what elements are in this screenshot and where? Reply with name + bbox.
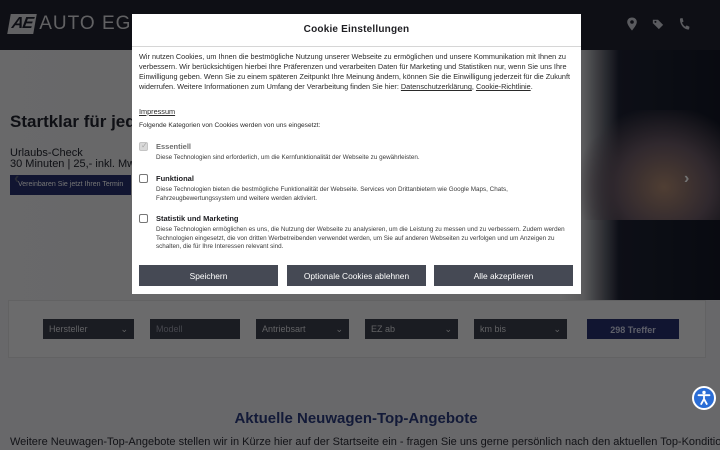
statistics-marketing-checkbox[interactable] bbox=[139, 214, 148, 223]
essential-checkbox bbox=[139, 142, 148, 151]
link-end: . bbox=[530, 82, 533, 92]
category-description: Diese Technologien bieten die bestmögliche Funktionalität der Webseite. Services von Drittanbietern wie Google Maps, Chats, Fahrzeugbewertungssystem und weitere werden aktiviert. bbox=[156, 186, 508, 202]
accessibility-icon bbox=[694, 388, 714, 408]
impressum-link[interactable]: Impressum bbox=[139, 107, 176, 116]
dialog-title: Cookie Einstellungen bbox=[303, 24, 410, 35]
cookie-settings-dialog bbox=[132, 14, 581, 294]
cookie-policy-link[interactable]: Cookie-Richtlinie bbox=[475, 82, 531, 92]
category-name[interactable]: Statistik und Marketing bbox=[156, 214, 239, 223]
link-separator: , bbox=[471, 82, 474, 92]
accept-all-button[interactable]: Alle akzeptieren bbox=[434, 265, 573, 286]
divider bbox=[132, 46, 581, 47]
dialog-intro bbox=[139, 52, 577, 92]
categories-heading: Folgende Kategorien von Cookies werden von uns eingesetzt: bbox=[139, 122, 321, 129]
category-name[interactable]: Funktional bbox=[156, 174, 194, 183]
functional-checkbox[interactable] bbox=[139, 174, 148, 183]
category-name: Essentiell bbox=[156, 142, 192, 151]
reject-optional-button[interactable]: Optionale Cookies ablehnen bbox=[287, 265, 426, 286]
category-description: Diese Technologien sind erforderlich, um die Kernfunktionalität der Webseite zu gewährleisten. bbox=[156, 154, 420, 161]
accessibility-button[interactable] bbox=[692, 386, 716, 410]
save-button[interactable]: Speichern bbox=[139, 265, 278, 286]
category-description: Diese Technologien ermöglichen es uns, die Nutzung der Webseite zu analysieren, um die Leistung zu messen und zu verbessern. Zudem werden Technologien eingesetzt, die von dritten Werbetreibenden verwendet werden, um Sie auf anderen Webseiten zu verfolgen und um Anzeigen zu schalten, die für Ihre Interessen relevant sind. bbox=[156, 226, 565, 251]
privacy-policy-link[interactable]: Datenschutzerklärung bbox=[400, 82, 472, 92]
intro-text: Wir nutzen Cookies, um Ihnen die bestmögliche Nutzung unserer Webseite zu ermöglichen und unsere Kommunikation mit Ihnen zu verbessern. Wir berücksichtigen hierbei Ihre Präferenzen und verarbeiten Daten für Marketing und Statistiken nur, wenn Sie uns Ihre Einwilligung geben. Wenn Sie zu einem späteren Zeitpunkt Ihre Meinung ändern, können Sie die Einwilligung jederzeit für die Zukunft widerrufen. Weitere Informationen zum Umfang der Verarbeitung finden Sie hier: bbox=[139, 52, 571, 92]
